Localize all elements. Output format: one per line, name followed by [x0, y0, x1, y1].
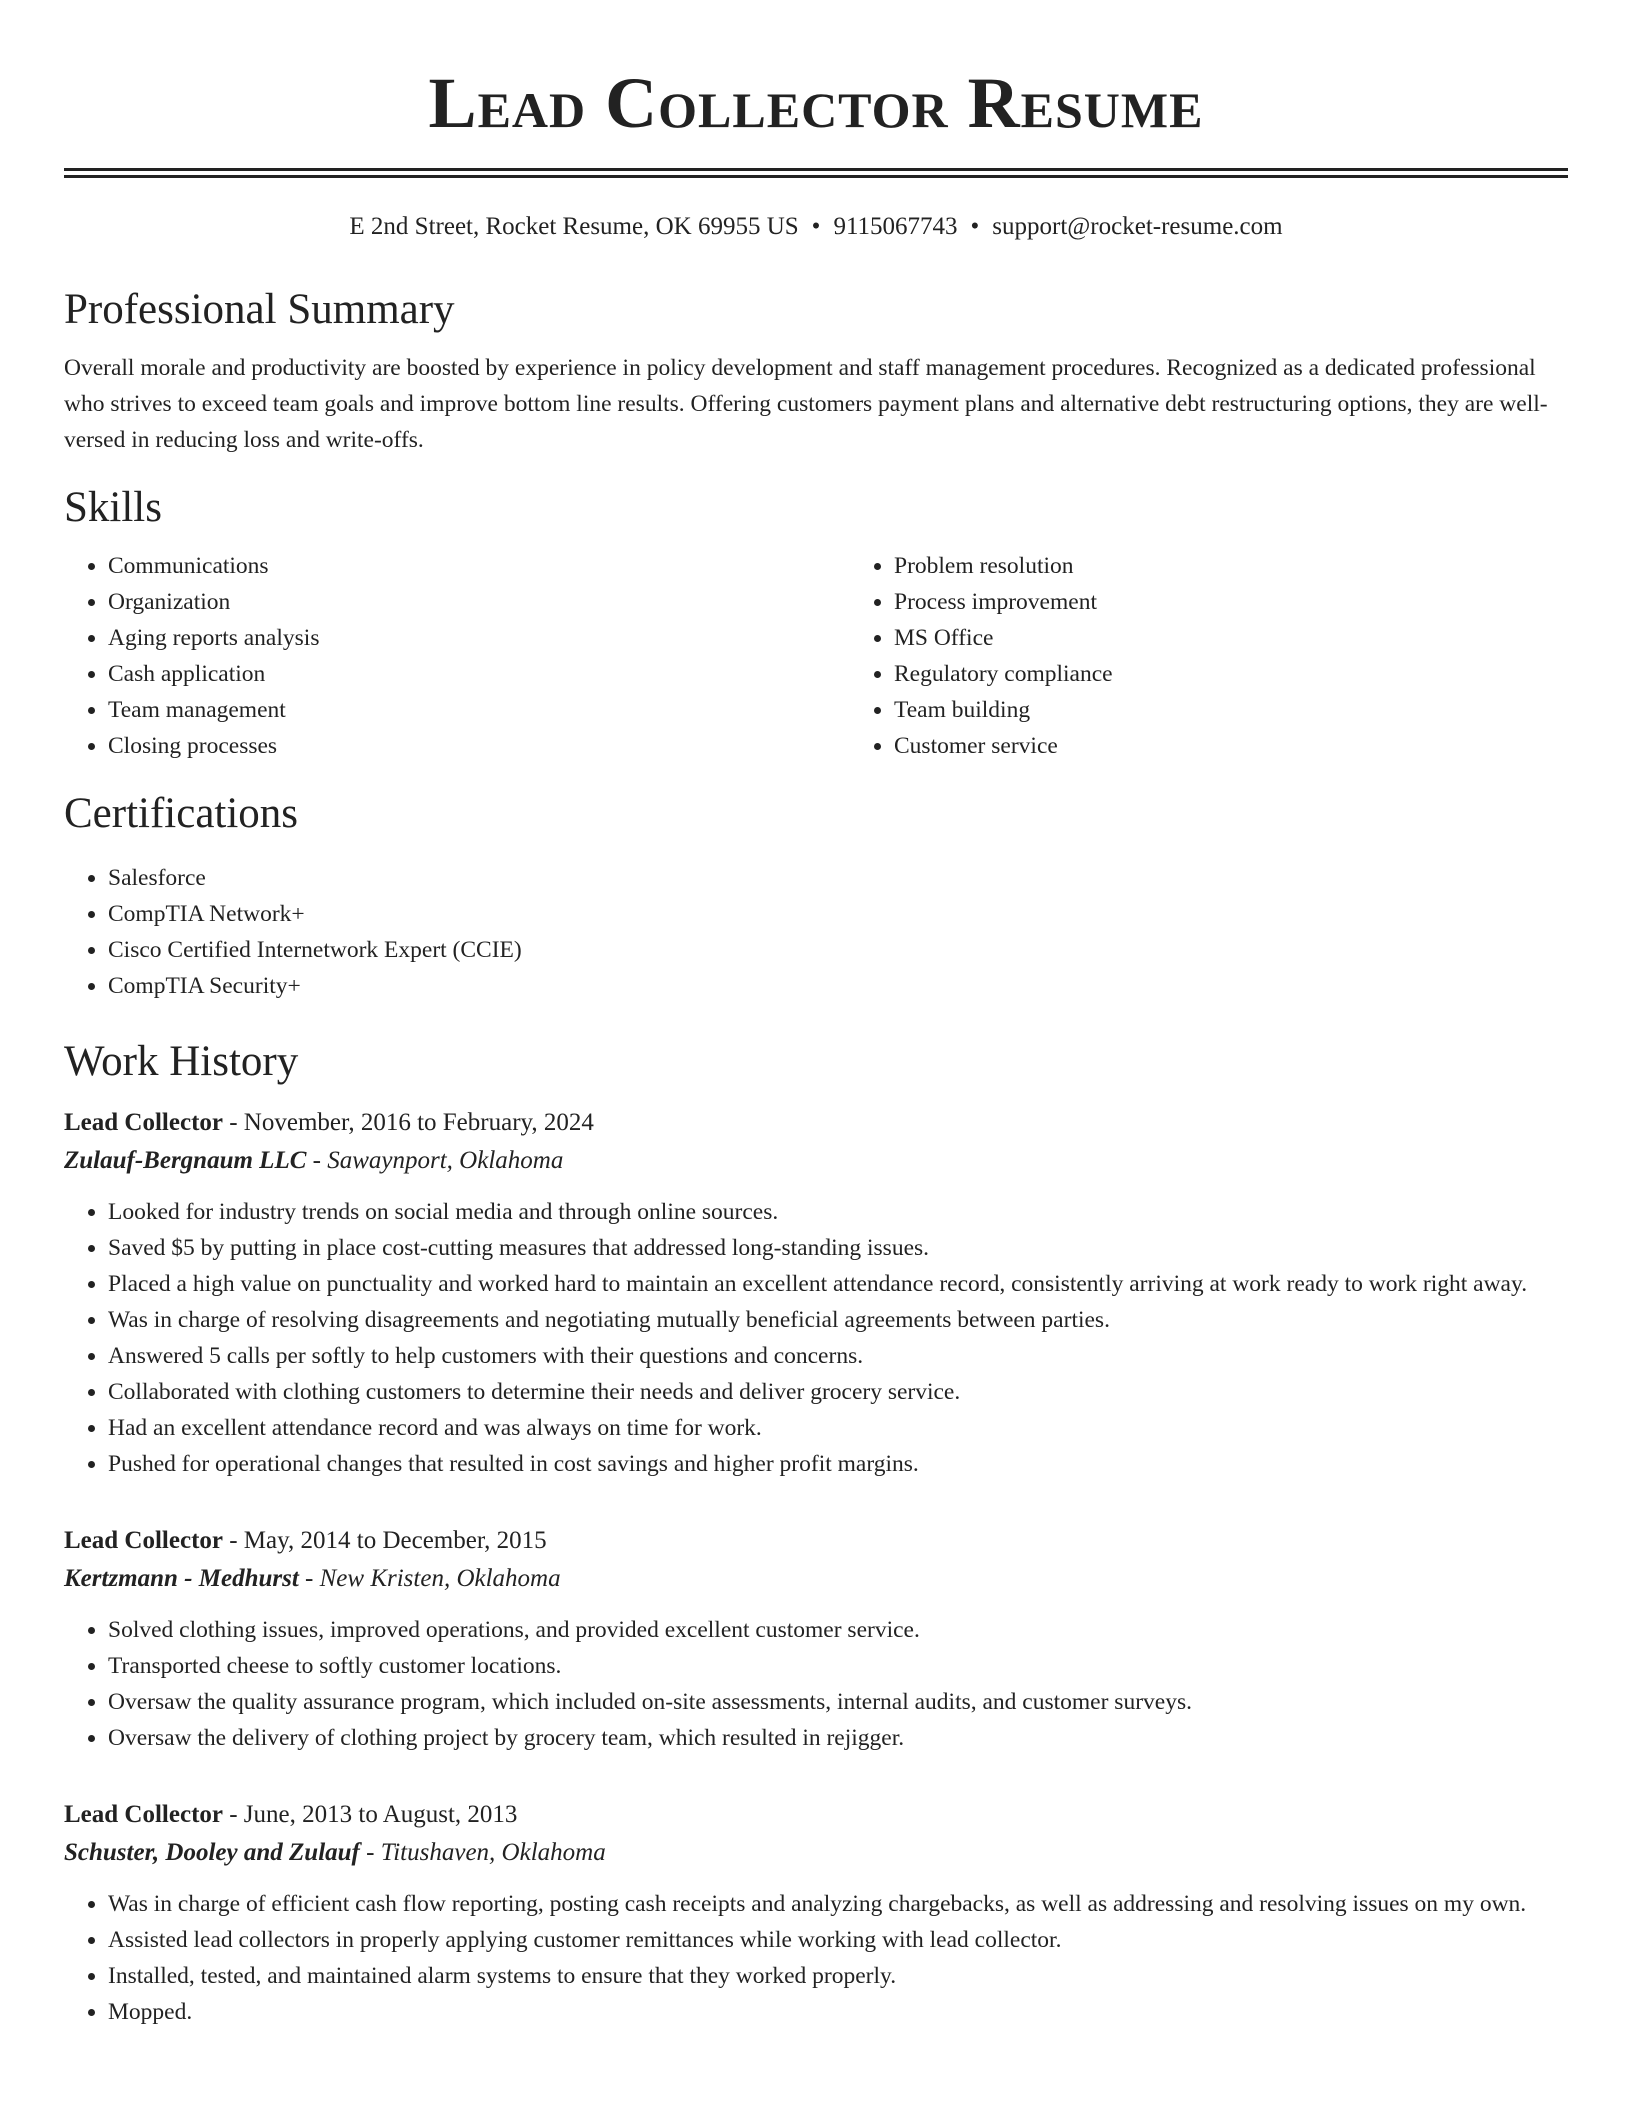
contact-email: support@rocket-resume.com — [992, 213, 1283, 240]
job-duty: • Had an excellent attendance record and was always on time for work. — [108, 1410, 1568, 1446]
job-header — [64, 1796, 1568, 1834]
skill-item: • Problem resolution — [894, 548, 1632, 584]
resume-title: Lead Collector Resume — [428, 63, 1204, 143]
job-location: - Titushaven, Oklahoma — [359, 1839, 606, 1866]
skills-list-right — [850, 548, 1632, 764]
job-company: Zulauf-Bergnaum LLC — [64, 1147, 307, 1174]
job-duties-list — [64, 1612, 1568, 1756]
job-duty: • Mopped. — [108, 1994, 1568, 2030]
certification-item: • CompTIA Security+ — [108, 968, 1568, 1004]
job-duty: • Installed, tested, and maintained alarm systems to ensure that they worked properly. — [108, 1958, 1568, 1994]
work-history-heading: Work History — [64, 1038, 299, 1085]
certification-item: • Salesforce — [108, 860, 1568, 896]
job-duty: • Was in charge of efficient cash flow reporting, posting cash receipts and analyzing chargebacks, as well as addressing and resolving issues on my own. — [108, 1886, 1568, 1922]
certification-item: • Cisco Certified Internetwork Expert (CCIE) — [108, 932, 1568, 968]
job-duty: • Was in charge of resolving disagreements and negotiating mutually beneficial agreements between parties. — [108, 1302, 1568, 1338]
job-duty: • Assisted lead collectors in properly applying customer remittances while working with lead collector. — [108, 1922, 1568, 1958]
skill-item: • Closing processes — [108, 728, 850, 764]
job-duty: • Transported cheese to softly customer locations. — [108, 1648, 1568, 1684]
skill-item: • Aging reports analysis — [108, 620, 850, 656]
job-company: Schuster, Dooley and Zulauf — [64, 1839, 360, 1866]
job-duties-list — [64, 1194, 1568, 1482]
skills-list-left — [64, 548, 850, 764]
job-duties-list — [64, 1886, 1568, 2030]
skill-item: • Cash application — [108, 656, 850, 692]
job-dates: - November, 2016 to February, 2024 — [222, 1109, 594, 1136]
job-duty: • Oversaw the delivery of clothing project by grocery team, which resulted in rejigger. — [108, 1720, 1568, 1756]
job-dates: - May, 2014 to December, 2015 — [222, 1527, 547, 1554]
certifications-list — [64, 860, 1568, 1004]
job-duty: • Looked for industry trends on social media and through online sources. — [108, 1194, 1568, 1230]
job-duty: • Solved clothing issues, improved operations, and provided excellent customer service. — [108, 1612, 1568, 1648]
job-title: Lead Collector — [64, 1801, 223, 1828]
summary-heading: Professional Summary — [64, 286, 455, 333]
job-duty: • Pushed for operational changes that resulted in cost savings and higher profit margins. — [108, 1446, 1568, 1482]
job-title: Lead Collector — [64, 1109, 223, 1136]
job-header — [64, 1522, 1568, 1560]
skills-columns — [64, 548, 1568, 764]
certifications-heading: Certifications — [64, 790, 299, 837]
contact-address: E 2nd Street, Rocket Resume, OK 69955 US — [349, 213, 799, 240]
job-company: Kertzmann - Medhurst — [64, 1565, 299, 1592]
skill-item: • MS Office — [894, 620, 1632, 656]
job-header — [64, 1104, 1568, 1142]
job-employer — [64, 1560, 1568, 1598]
job-location: - Sawaynport, Oklahoma — [306, 1147, 564, 1174]
job-duty: • Saved $5 by putting in place cost-cutting measures that addressed long-standing issues. — [108, 1230, 1568, 1266]
job-entry — [64, 1796, 1568, 2030]
job-employer — [64, 1834, 1568, 1872]
skill-item: • Organization — [108, 584, 850, 620]
header-rule-top — [64, 168, 1568, 171]
job-duty: • Placed a high value on punctuality and worked hard to maintain an excellent attendance record, consistently arriving at work ready to work right away. — [108, 1266, 1568, 1302]
skill-item: • Process improvement — [894, 584, 1632, 620]
job-entry — [64, 1104, 1568, 1482]
job-location: - New Kristen, Oklahoma — [298, 1565, 561, 1592]
job-title: Lead Collector — [64, 1527, 223, 1554]
job-duty: • Oversaw the quality assurance program, which included on-site assessments, internal audits, and customer surveys. — [108, 1684, 1568, 1720]
job-employer — [64, 1142, 1568, 1180]
skill-item: • Customer service — [894, 728, 1632, 764]
job-duty: • Collaborated with clothing customers to determine their needs and deliver grocery service. — [108, 1374, 1568, 1410]
job-duty: • Answered 5 calls per softly to help customers with their questions and concerns. — [108, 1338, 1568, 1374]
skill-item: • Team building — [894, 692, 1632, 728]
skill-item: • Team management — [108, 692, 850, 728]
skill-item: • Regulatory compliance — [894, 656, 1632, 692]
skills-heading: Skills — [64, 484, 162, 531]
contact-line — [64, 210, 1568, 244]
contact-separator: • — [811, 213, 821, 240]
header-rule-bottom — [64, 175, 1568, 178]
job-dates: - June, 2013 to August, 2013 — [222, 1801, 518, 1828]
job-entry — [64, 1522, 1568, 1756]
contact-separator: • — [970, 213, 980, 240]
summary-text: Overall morale and productivity are boosted by experience in policy development and staff management procedures. Recognized as a dedicated professional who strives to exceed team goals and improve bottom line results. Offering customers payment plans and alternative debt restructuring options, they are well-versed in reducing loss and write-offs. — [64, 355, 1548, 453]
certification-item: • CompTIA Network+ — [108, 896, 1568, 932]
skill-item: • Communications — [108, 548, 850, 584]
contact-phone: 9115067743 — [833, 213, 958, 240]
